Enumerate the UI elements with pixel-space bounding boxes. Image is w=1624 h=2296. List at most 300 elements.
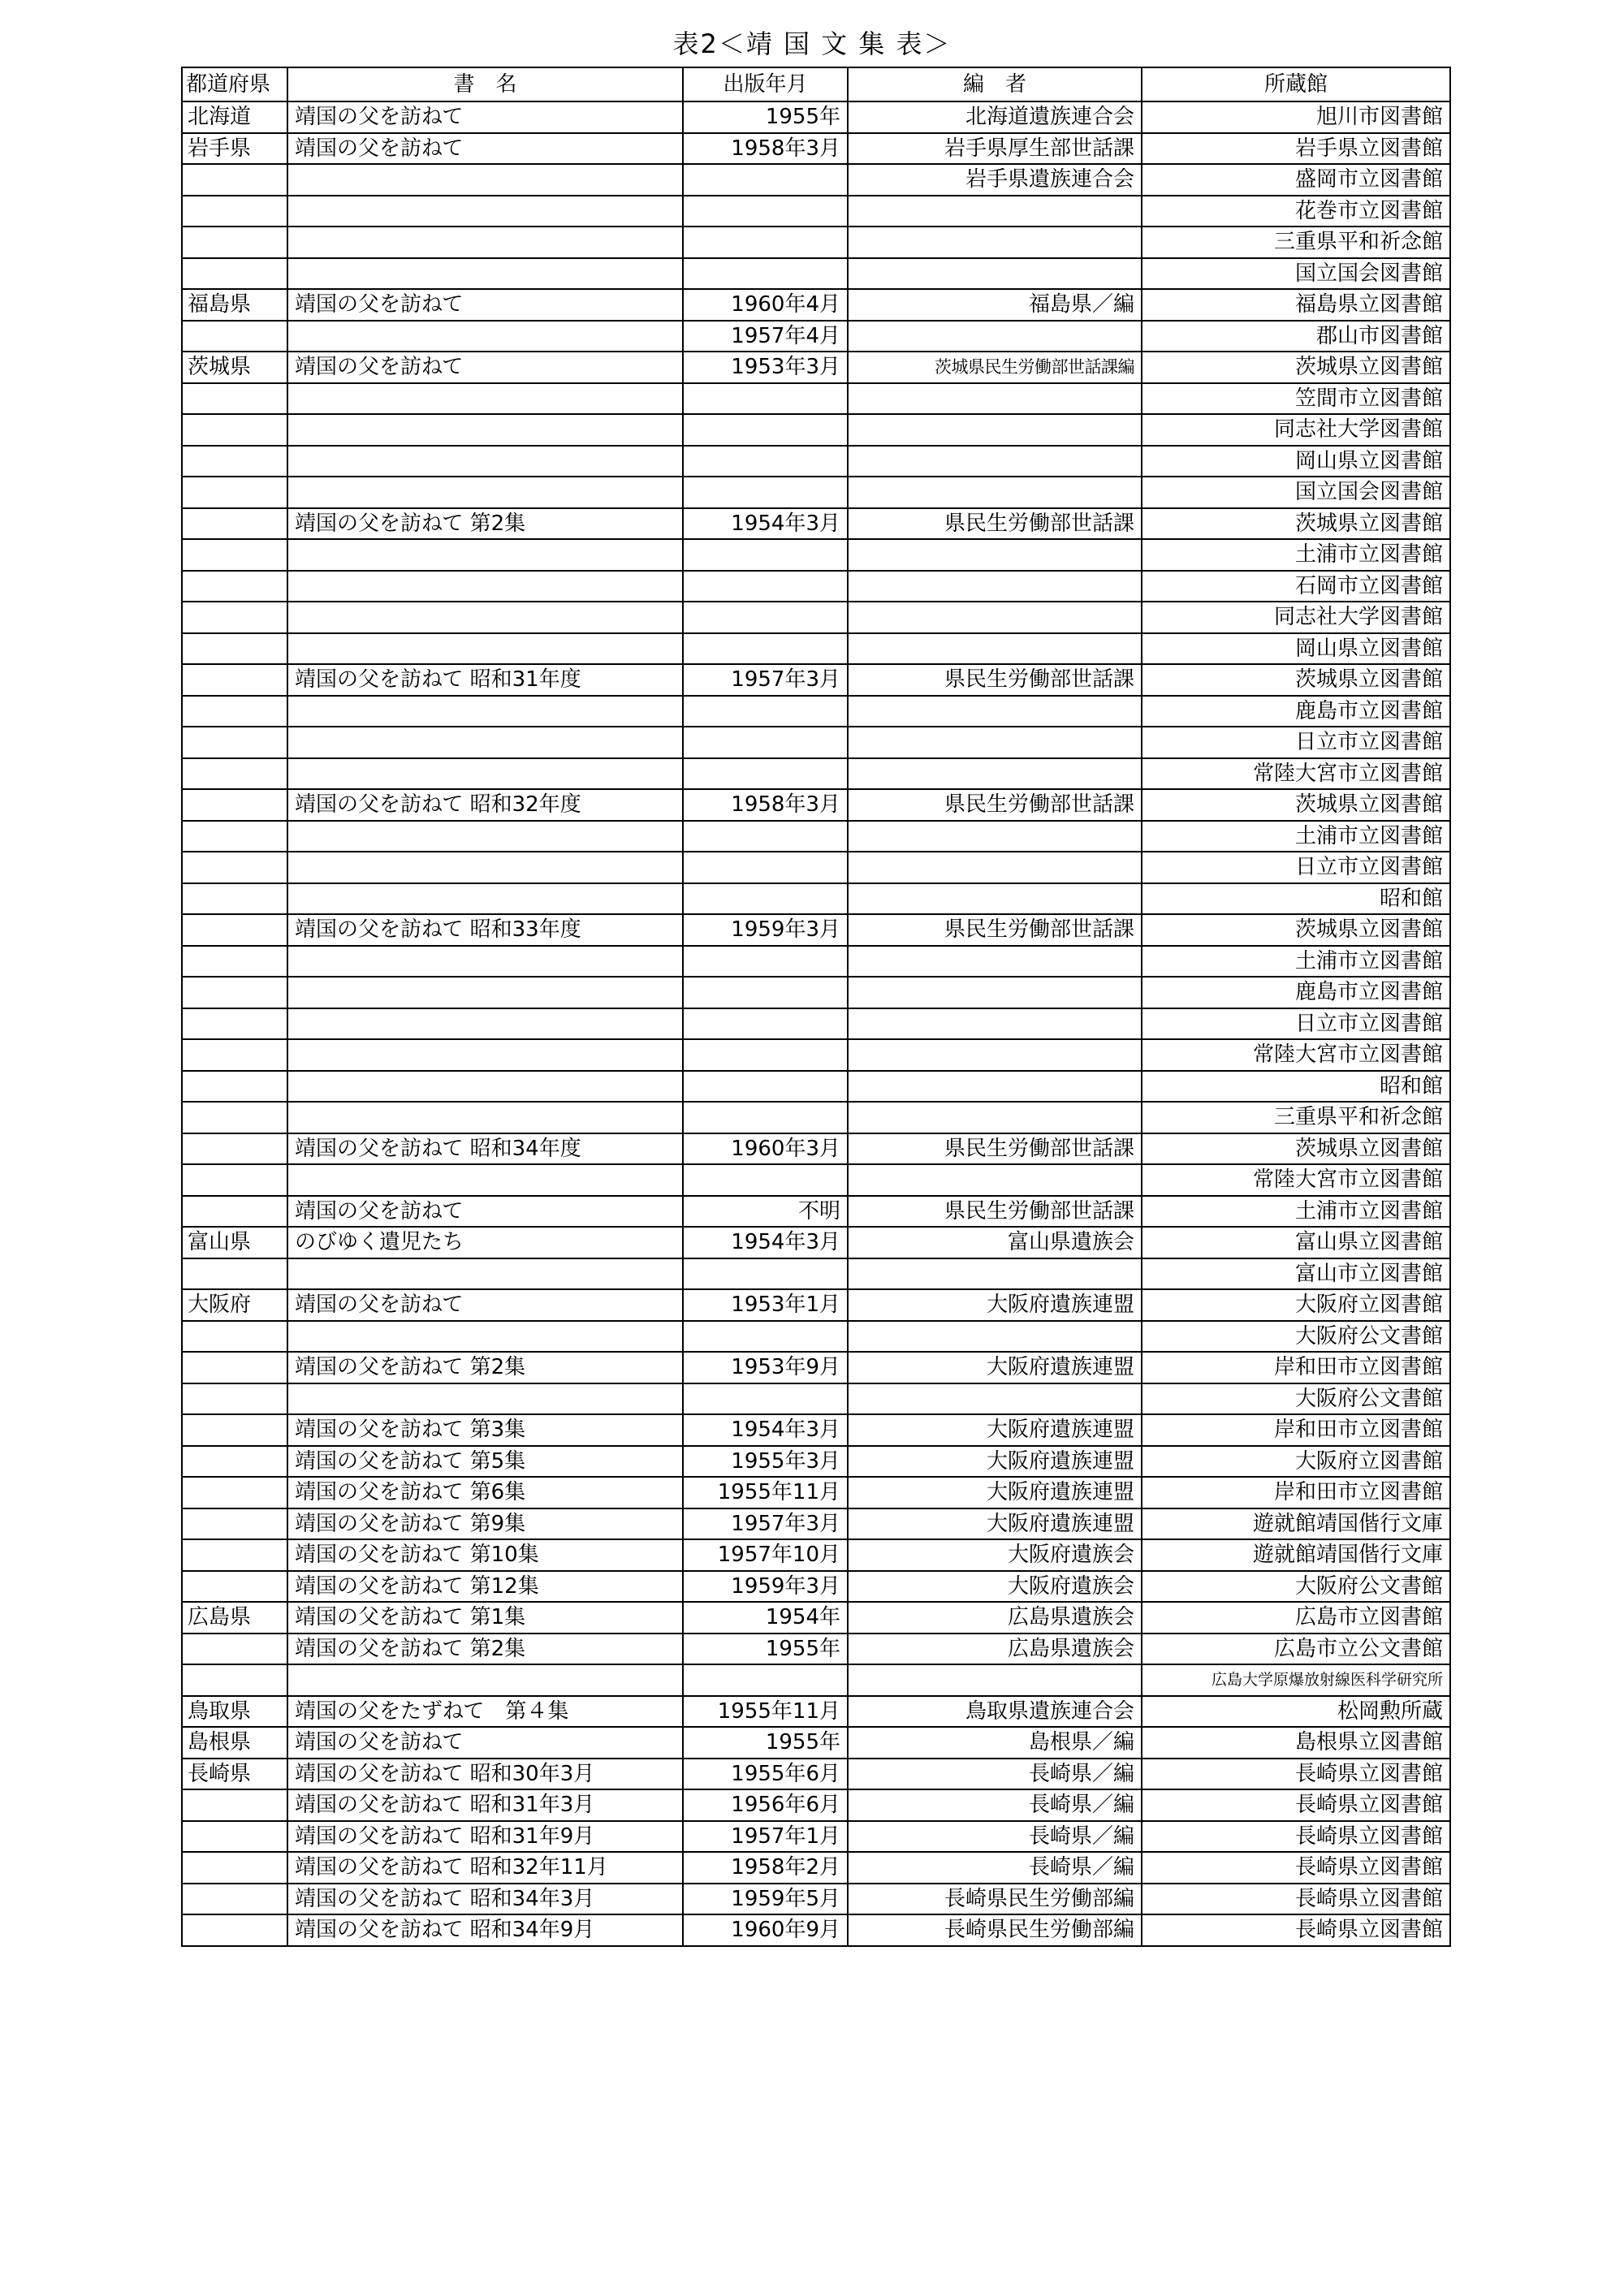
cell-library: 大阪府公文書館 bbox=[1142, 1383, 1450, 1415]
cell-prefecture bbox=[182, 1196, 287, 1228]
cell-date: 1960年4月 bbox=[683, 289, 848, 321]
cell-title bbox=[287, 1664, 683, 1696]
cell-prefecture bbox=[182, 1508, 287, 1540]
cell-date: 1958年3月 bbox=[683, 133, 848, 165]
cell-editor: 福島県／編 bbox=[848, 289, 1142, 321]
cell-title: 靖国の父を訪ねて 第3集 bbox=[287, 1414, 683, 1446]
table-row bbox=[182, 289, 1450, 321]
table-row bbox=[182, 571, 1450, 602]
cell-prefecture bbox=[182, 414, 287, 446]
cell-library: 長崎県立図書館 bbox=[1142, 1759, 1450, 1790]
cell-date: 1955年 bbox=[683, 1634, 848, 1665]
cell-title: 靖国の父を訪ねて 昭和31年度 bbox=[287, 664, 683, 696]
cell-library: 常陸大宮市立図書館 bbox=[1142, 1164, 1450, 1196]
cell-library: 茨城県立図書館 bbox=[1142, 914, 1450, 946]
header-title: 書 名 bbox=[287, 67, 683, 101]
cell-date: 1957年4月 bbox=[683, 321, 848, 352]
cell-library: 岡山県立図書館 bbox=[1142, 633, 1450, 665]
table-row bbox=[182, 1164, 1450, 1196]
table-body bbox=[182, 101, 1450, 1946]
cell-editor: 大阪府遺族連盟 bbox=[848, 1508, 1142, 1540]
cell-date bbox=[683, 758, 848, 790]
cell-library: 広島大学原爆放射線医科学研究所 bbox=[1142, 1664, 1450, 1696]
table-row bbox=[182, 1102, 1450, 1133]
cell-title: 靖国の父を訪ねて bbox=[287, 1727, 683, 1759]
table-row bbox=[182, 1884, 1450, 1915]
cell-library: 島根県立図書館 bbox=[1142, 1727, 1450, 1759]
cell-date: 1957年10月 bbox=[683, 1539, 848, 1571]
cell-library: 鹿島市立図書館 bbox=[1142, 696, 1450, 727]
cell-prefecture: 茨城県 bbox=[182, 352, 287, 383]
cell-title: 靖国の父を訪ねて bbox=[287, 1289, 683, 1321]
table-row bbox=[182, 446, 1450, 477]
cell-title: 靖国の父をたずねて 第４集 bbox=[287, 1696, 683, 1728]
cell-library: 茨城県立図書館 bbox=[1142, 789, 1450, 821]
cell-prefecture bbox=[182, 914, 287, 946]
cell-editor: 岩手県厚生部世話課 bbox=[848, 133, 1142, 165]
cell-library: 昭和館 bbox=[1142, 1071, 1450, 1103]
cell-library: 大阪府立図書館 bbox=[1142, 1289, 1450, 1321]
cell-editor bbox=[848, 821, 1142, 852]
cell-title bbox=[287, 821, 683, 852]
cell-date: 1959年3月 bbox=[683, 914, 848, 946]
cell-editor: 北海道遺族連合会 bbox=[848, 101, 1142, 133]
table-row bbox=[182, 977, 1450, 1008]
cell-title bbox=[287, 539, 683, 571]
cell-library: 大阪府公文書館 bbox=[1142, 1321, 1450, 1353]
table-row bbox=[182, 196, 1450, 227]
cell-editor: 県民生労働部世話課 bbox=[848, 1133, 1142, 1165]
cell-date: 1957年3月 bbox=[683, 664, 848, 696]
cell-library: 日立市立図書館 bbox=[1142, 1008, 1450, 1040]
cell-prefecture bbox=[182, 1821, 287, 1853]
cell-editor: 長崎県／編 bbox=[848, 1759, 1142, 1790]
cell-date: 1955年6月 bbox=[683, 1759, 848, 1790]
cell-date: 1955年 bbox=[683, 1727, 848, 1759]
table-row bbox=[182, 1664, 1450, 1696]
cell-prefecture bbox=[182, 508, 287, 540]
cell-date bbox=[683, 1383, 848, 1415]
table-row bbox=[182, 1352, 1450, 1383]
cell-date: 1955年3月 bbox=[683, 1446, 848, 1478]
header-date: 出版年月 bbox=[683, 67, 848, 101]
cell-library: 鹿島市立図書館 bbox=[1142, 977, 1450, 1008]
cell-title: 靖国の父を訪ねて 昭和34年9月 bbox=[287, 1914, 683, 1946]
cell-date: 1960年3月 bbox=[683, 1133, 848, 1165]
cell-prefecture: 福島県 bbox=[182, 289, 287, 321]
cell-editor: 県民生労働部世話課 bbox=[848, 914, 1142, 946]
cell-editor: 大阪府遺族連盟 bbox=[848, 1352, 1142, 1383]
table-row bbox=[182, 1602, 1450, 1634]
cell-editor bbox=[848, 1321, 1142, 1353]
cell-prefecture bbox=[182, 1477, 287, 1508]
cell-library: 石岡市立図書館 bbox=[1142, 571, 1450, 602]
cell-prefecture bbox=[182, 1071, 287, 1103]
cell-title: 靖国の父を訪ねて 第10集 bbox=[287, 1539, 683, 1571]
cell-prefecture bbox=[182, 164, 287, 196]
cell-title: 靖国の父を訪ねて bbox=[287, 289, 683, 321]
cell-library: 三重県平和祈念館 bbox=[1142, 1102, 1450, 1133]
table-row bbox=[182, 1789, 1450, 1821]
cell-title bbox=[287, 1321, 683, 1353]
cell-prefecture bbox=[182, 1258, 287, 1290]
cell-date: 1959年3月 bbox=[683, 1571, 848, 1603]
cell-prefecture bbox=[182, 1884, 287, 1915]
cell-prefecture bbox=[182, 633, 287, 665]
cell-title bbox=[287, 196, 683, 227]
cell-date bbox=[683, 446, 848, 477]
cell-editor: 長崎県／編 bbox=[848, 1821, 1142, 1853]
cell-date bbox=[683, 821, 848, 852]
cell-editor: 長崎県／編 bbox=[848, 1852, 1142, 1884]
header-prefecture: 都道府県 bbox=[182, 67, 287, 101]
table-row bbox=[182, 1634, 1450, 1665]
cell-title: 靖国の父を訪ねて bbox=[287, 1196, 683, 1228]
cell-library: 大阪府公文書館 bbox=[1142, 1571, 1450, 1603]
table-row bbox=[182, 1696, 1450, 1728]
cell-title bbox=[287, 602, 683, 633]
cell-editor bbox=[848, 321, 1142, 352]
cell-date bbox=[683, 383, 848, 415]
cell-prefecture bbox=[182, 664, 287, 696]
cell-editor bbox=[848, 1664, 1142, 1696]
cell-title bbox=[287, 946, 683, 978]
cell-title bbox=[287, 696, 683, 727]
cell-title: 靖国の父を訪ねて 昭和30年3月 bbox=[287, 1759, 683, 1790]
cell-title: 靖国の父を訪ねて bbox=[287, 352, 683, 383]
cell-prefecture bbox=[182, 852, 287, 883]
table-row bbox=[182, 1039, 1450, 1071]
cell-date bbox=[683, 1008, 848, 1040]
table-row bbox=[182, 133, 1450, 165]
cell-library: 岸和田市立図書館 bbox=[1142, 1477, 1450, 1508]
cell-editor bbox=[848, 258, 1142, 290]
cell-prefecture bbox=[182, 1664, 287, 1696]
cell-editor bbox=[848, 1383, 1142, 1415]
cell-date bbox=[683, 883, 848, 915]
cell-library: 笠間市立図書館 bbox=[1142, 383, 1450, 415]
table-row bbox=[182, 1446, 1450, 1478]
cell-title: 靖国の父を訪ねて 第12集 bbox=[287, 1571, 683, 1603]
cell-editor bbox=[848, 633, 1142, 665]
cell-library: 茨城県立図書館 bbox=[1142, 352, 1450, 383]
cell-title: 靖国の父を訪ねて 昭和31年9月 bbox=[287, 1821, 683, 1853]
cell-library: 花巻市立図書館 bbox=[1142, 196, 1450, 227]
cell-date: 1959年5月 bbox=[683, 1884, 848, 1915]
cell-library: 土浦市立図書館 bbox=[1142, 821, 1450, 852]
cell-date: 1953年1月 bbox=[683, 1289, 848, 1321]
table-row bbox=[182, 164, 1450, 196]
cell-title: 靖国の父を訪ねて 第2集 bbox=[287, 508, 683, 540]
cell-editor: 島根県／編 bbox=[848, 1727, 1142, 1759]
cell-library: 郡山市図書館 bbox=[1142, 321, 1450, 352]
cell-date bbox=[683, 571, 848, 602]
table-row bbox=[182, 633, 1450, 665]
cell-library: 長崎県立図書館 bbox=[1142, 1821, 1450, 1853]
cell-prefecture bbox=[182, 1039, 287, 1071]
cell-prefecture bbox=[182, 571, 287, 602]
cell-prefecture bbox=[182, 1008, 287, 1040]
cell-prefecture bbox=[182, 383, 287, 415]
cell-prefecture bbox=[182, 758, 287, 790]
cell-editor bbox=[848, 883, 1142, 915]
cell-title: 靖国の父を訪ねて 第2集 bbox=[287, 1352, 683, 1383]
cell-date bbox=[683, 602, 848, 633]
cell-date bbox=[683, 852, 848, 883]
cell-title: 靖国の父を訪ねて 第5集 bbox=[287, 1446, 683, 1478]
table-row bbox=[182, 1477, 1450, 1508]
table-row bbox=[182, 602, 1450, 633]
cell-library: 常陸大宮市立図書館 bbox=[1142, 758, 1450, 790]
cell-prefecture bbox=[182, 1539, 287, 1571]
cell-prefecture: 長崎県 bbox=[182, 1759, 287, 1790]
cell-editor: 大阪府遺族連盟 bbox=[848, 1289, 1142, 1321]
cell-title bbox=[287, 758, 683, 790]
cell-editor: 県民生労働部世話課 bbox=[848, 789, 1142, 821]
table-row bbox=[182, 1133, 1450, 1165]
table-row bbox=[182, 1414, 1450, 1446]
cell-library: 盛岡市立図書館 bbox=[1142, 164, 1450, 196]
table-row bbox=[182, 321, 1450, 352]
cell-prefecture bbox=[182, 321, 287, 352]
cell-library: 岸和田市立図書館 bbox=[1142, 1414, 1450, 1446]
cell-library: 茨城県立図書館 bbox=[1142, 1133, 1450, 1165]
table-row bbox=[182, 758, 1450, 790]
cell-library: 長崎県立図書館 bbox=[1142, 1884, 1450, 1915]
cell-title bbox=[287, 1039, 683, 1071]
cell-library: 同志社大学図書館 bbox=[1142, 602, 1450, 633]
cell-date bbox=[683, 227, 848, 258]
cell-editor bbox=[848, 758, 1142, 790]
cell-editor: 長崎県民生労働部編 bbox=[848, 1884, 1142, 1915]
cell-editor bbox=[848, 196, 1142, 227]
cell-date: 1954年3月 bbox=[683, 508, 848, 540]
cell-editor bbox=[848, 1164, 1142, 1196]
cell-library: 長崎県立図書館 bbox=[1142, 1789, 1450, 1821]
table-row bbox=[182, 477, 1450, 508]
cell-title bbox=[287, 227, 683, 258]
cell-editor bbox=[848, 539, 1142, 571]
cell-prefecture: 大阪府 bbox=[182, 1289, 287, 1321]
cell-title bbox=[287, 414, 683, 446]
cell-title: 靖国の父を訪ねて 昭和32年11月 bbox=[287, 1852, 683, 1884]
cell-date: 1953年9月 bbox=[683, 1352, 848, 1383]
cell-date bbox=[683, 1258, 848, 1290]
cell-prefecture bbox=[182, 1914, 287, 1946]
cell-editor bbox=[848, 571, 1142, 602]
cell-title: 靖国の父を訪ねて 昭和33年度 bbox=[287, 914, 683, 946]
table-row bbox=[182, 414, 1450, 446]
cell-title bbox=[287, 1383, 683, 1415]
cell-editor: 大阪府遺族連盟 bbox=[848, 1446, 1142, 1478]
cell-date bbox=[683, 539, 848, 571]
cell-prefecture bbox=[182, 477, 287, 508]
cell-editor: 県民生労働部世話課 bbox=[848, 664, 1142, 696]
cell-library: 遊就館靖国偕行文庫 bbox=[1142, 1508, 1450, 1540]
cell-prefecture bbox=[182, 1352, 287, 1383]
cell-editor bbox=[848, 414, 1142, 446]
table-row bbox=[182, 1727, 1450, 1759]
cell-date: 1960年9月 bbox=[683, 1914, 848, 1946]
cell-editor bbox=[848, 727, 1142, 758]
cell-date: 1955年11月 bbox=[683, 1696, 848, 1728]
cell-date bbox=[683, 1164, 848, 1196]
cell-editor bbox=[848, 696, 1142, 727]
cell-prefecture bbox=[182, 789, 287, 821]
cell-editor bbox=[848, 977, 1142, 1008]
cell-date: 1955年11月 bbox=[683, 1477, 848, 1508]
table-row bbox=[182, 258, 1450, 290]
cell-title bbox=[287, 477, 683, 508]
cell-date bbox=[683, 696, 848, 727]
cell-editor: 鳥取県遺族連合会 bbox=[848, 1696, 1142, 1728]
cell-prefecture bbox=[182, 1789, 287, 1821]
cell-library: 国立国会図書館 bbox=[1142, 477, 1450, 508]
cell-date: 1954年3月 bbox=[683, 1414, 848, 1446]
header-row bbox=[182, 67, 1450, 101]
table-row bbox=[182, 1071, 1450, 1103]
cell-title bbox=[287, 258, 683, 290]
cell-library: 茨城県立図書館 bbox=[1142, 508, 1450, 540]
cell-editor: 広島県遺族会 bbox=[848, 1602, 1142, 1634]
cell-editor: 大阪府遺族連盟 bbox=[848, 1477, 1142, 1508]
cell-title: 靖国の父を訪ねて 第6集 bbox=[287, 1477, 683, 1508]
cell-library: 岸和田市立図書館 bbox=[1142, 1352, 1450, 1383]
table-row bbox=[182, 664, 1450, 696]
cell-editor bbox=[848, 383, 1142, 415]
table-row bbox=[182, 1321, 1450, 1353]
cell-library: 土浦市立図書館 bbox=[1142, 539, 1450, 571]
cell-date: 1953年3月 bbox=[683, 352, 848, 383]
header-editor: 編 者 bbox=[848, 67, 1142, 101]
cell-library: 国立国会図書館 bbox=[1142, 258, 1450, 290]
cell-library: 日立市立図書館 bbox=[1142, 852, 1450, 883]
cell-editor: 茨城県民生労働部世話課編 bbox=[848, 352, 1142, 383]
table-row bbox=[182, 1571, 1450, 1603]
cell-date: 不明 bbox=[683, 1196, 848, 1228]
cell-editor: 県民生労働部世話課 bbox=[848, 508, 1142, 540]
cell-date: 1958年2月 bbox=[683, 1852, 848, 1884]
cell-prefecture bbox=[182, 446, 287, 477]
cell-prefecture: 北海道 bbox=[182, 101, 287, 133]
cell-library: 日立市立図書館 bbox=[1142, 727, 1450, 758]
cell-editor: 広島県遺族会 bbox=[848, 1634, 1142, 1665]
table-row bbox=[182, 1759, 1450, 1790]
cell-library: 常陸大宮市立図書館 bbox=[1142, 1039, 1450, 1071]
cell-title: 靖国の父を訪ねて 昭和34年度 bbox=[287, 1133, 683, 1165]
cell-prefecture bbox=[182, 1571, 287, 1603]
cell-prefecture bbox=[182, 696, 287, 727]
table-row bbox=[182, 946, 1450, 978]
cell-title bbox=[287, 1258, 683, 1290]
cell-date: 1955年 bbox=[683, 101, 848, 133]
cell-title bbox=[287, 446, 683, 477]
cell-editor: 長崎県民生労働部編 bbox=[848, 1914, 1142, 1946]
cell-prefecture bbox=[182, 977, 287, 1008]
table-row bbox=[182, 789, 1450, 821]
cell-prefecture bbox=[182, 196, 287, 227]
cell-title bbox=[287, 977, 683, 1008]
cell-date: 1954年3月 bbox=[683, 1227, 848, 1258]
cell-prefecture bbox=[182, 1414, 287, 1446]
cell-title: 靖国の父を訪ねて 第9集 bbox=[287, 1508, 683, 1540]
table-row bbox=[182, 1508, 1450, 1540]
cell-date bbox=[683, 196, 848, 227]
cell-prefecture bbox=[182, 602, 287, 633]
table-row bbox=[182, 1914, 1450, 1946]
cell-prefecture bbox=[182, 258, 287, 290]
cell-editor bbox=[848, 946, 1142, 978]
cell-date bbox=[683, 414, 848, 446]
cell-editor bbox=[848, 602, 1142, 633]
cell-prefecture bbox=[182, 227, 287, 258]
cell-prefecture bbox=[182, 1634, 287, 1665]
cell-prefecture bbox=[182, 1102, 287, 1133]
cell-editor: 岩手県遺族連合会 bbox=[848, 164, 1142, 196]
cell-library: 茨城県立図書館 bbox=[1142, 664, 1450, 696]
cell-editor: 富山県遺族会 bbox=[848, 1227, 1142, 1258]
cell-prefecture: 鳥取県 bbox=[182, 1696, 287, 1728]
cell-prefecture bbox=[182, 1852, 287, 1884]
cell-date bbox=[683, 1664, 848, 1696]
cell-editor: 大阪府遺族会 bbox=[848, 1571, 1142, 1603]
cell-title bbox=[287, 321, 683, 352]
table-row bbox=[182, 101, 1450, 133]
cell-editor: 県民生労働部世話課 bbox=[848, 1196, 1142, 1228]
cell-editor bbox=[848, 227, 1142, 258]
cell-title bbox=[287, 383, 683, 415]
cell-prefecture bbox=[182, 1446, 287, 1478]
table-row bbox=[182, 508, 1450, 540]
cell-title: 靖国の父を訪ねて 昭和34年3月 bbox=[287, 1884, 683, 1915]
cell-library: 長崎県立図書館 bbox=[1142, 1914, 1450, 1946]
cell-prefecture bbox=[182, 1133, 287, 1165]
table-row bbox=[182, 383, 1450, 415]
cell-editor bbox=[848, 1071, 1142, 1103]
cell-date bbox=[683, 727, 848, 758]
table-row bbox=[182, 1258, 1450, 1290]
cell-library: 土浦市立図書館 bbox=[1142, 1196, 1450, 1228]
cell-date bbox=[683, 1102, 848, 1133]
cell-title: 靖国の父を訪ねて 昭和32年度 bbox=[287, 789, 683, 821]
cell-editor: 長崎県／編 bbox=[848, 1789, 1142, 1821]
cell-prefecture bbox=[182, 883, 287, 915]
cell-date: 1958年3月 bbox=[683, 789, 848, 821]
cell-title bbox=[287, 1008, 683, 1040]
cell-library: 広島市立公文書館 bbox=[1142, 1634, 1450, 1665]
cell-date bbox=[683, 477, 848, 508]
table-row bbox=[182, 821, 1450, 852]
header-library: 所蔵館 bbox=[1142, 67, 1450, 101]
cell-library: 広島市立図書館 bbox=[1142, 1602, 1450, 1634]
cell-editor bbox=[848, 1039, 1142, 1071]
table-row bbox=[182, 1852, 1450, 1884]
cell-date bbox=[683, 977, 848, 1008]
cell-prefecture bbox=[182, 727, 287, 758]
table-row bbox=[182, 352, 1450, 383]
cell-editor bbox=[848, 446, 1142, 477]
cell-prefecture bbox=[182, 821, 287, 852]
cell-editor bbox=[848, 1008, 1142, 1040]
cell-library: 土浦市立図書館 bbox=[1142, 946, 1450, 978]
cell-library: 岩手県立図書館 bbox=[1142, 133, 1450, 165]
cell-date bbox=[683, 633, 848, 665]
table-row bbox=[182, 1539, 1450, 1571]
table-row bbox=[182, 852, 1450, 883]
cell-prefecture bbox=[182, 1164, 287, 1196]
table-row bbox=[182, 1289, 1450, 1321]
cell-title bbox=[287, 571, 683, 602]
